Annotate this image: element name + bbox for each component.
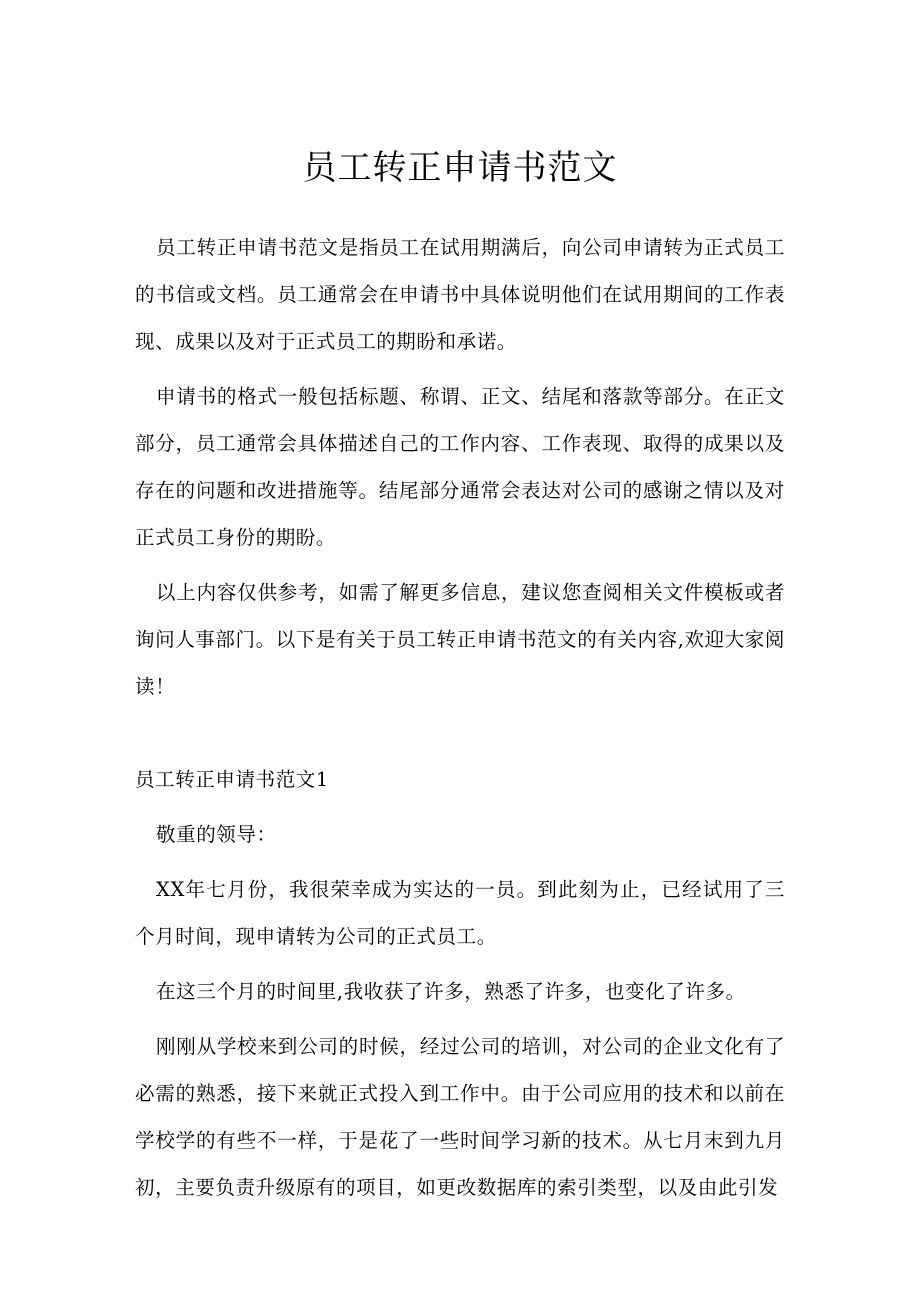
document-title: 员工转正申请书范文 xyxy=(302,148,618,188)
letter-paragraph-3: 刚刚从学校来到公司的时候，经过公司的培训，对公司的企业文化有了必需的熟悉，接下来就正式投入到工作中。由于公司应用的技术和以前在学校学的有些不一样，于是花了一些时间学习新的技术。从七月末到九月初，主要负责升级原有的项目，如更改数据库的索引类型，以及由此引发 xyxy=(135,1035,785,1199)
letter-paragraph-2: 在这三个月的时间里,我收获了许多，熟悉了许多，也变化了许多。 xyxy=(156,980,746,1003)
document-body xyxy=(135,224,785,1219)
intro-paragraph-3: 以上内容仅供参考，如需了解更多信息，建议您查阅相关文件模板或者询问人事部门。以下是有关于员工转正申请书范文的有关内容,欢迎大家阅读！ xyxy=(135,581,785,698)
intro-paragraph-1: 员工转正申请书范文是指员工在试用期满后，向公司申请转为正式员工的书信或文档。员工通常会在申请书中具体说明他们在试用期间的工作表现、成果以及对于正式员工的期盼和承诺。 xyxy=(135,236,785,353)
intro-paragraph-2: 申请书的格式一般包括标题、称谓、正文、结尾和落款等部分。在正文部分，员工通常会具体描述自己的工作内容、工作表现、取得的成果以及存在的问题和改进措施等。结尾部分通常会表达对公司的感谢之情以及对正式员工身份的期盼。 xyxy=(135,385,785,549)
letter-paragraph-1: XX年七月份，我很荣幸成为实达的一员。到此刻为止，已经试用了三个月时间，现申请转为公司的正式员工。 xyxy=(135,878,785,948)
section-heading: 员工转正申请书范文1 xyxy=(135,768,329,791)
letter-salutation: 敬重的领导： xyxy=(156,823,277,846)
